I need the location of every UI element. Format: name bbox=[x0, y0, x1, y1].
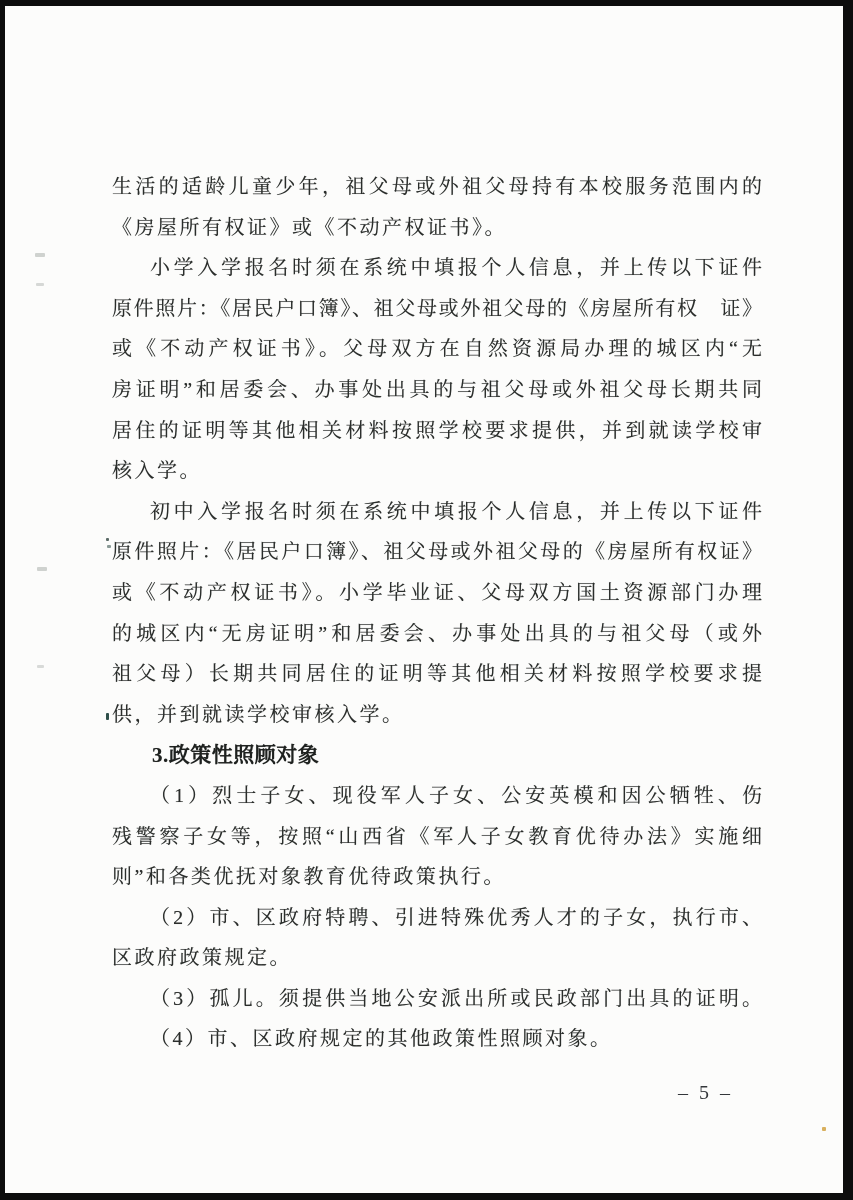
text-line: 原件照片：《居民户口簿》、祖父母或外祖父母的《房屋所有权证》 bbox=[112, 541, 762, 564]
text-line: 残警察子女等，按照“山西省《军人子女教育优待办法》实施细 bbox=[112, 825, 762, 848]
text-line: 居住的证明等其他相关材料按照学校要求提供，并到就读学校审 bbox=[112, 419, 762, 442]
text-line: 区政府政策规定。 bbox=[112, 947, 292, 970]
text-line: 祖父母）长期共同居住的证明等其他相关材料按照学校要求提 bbox=[112, 663, 762, 686]
scan-artifact bbox=[35, 253, 45, 257]
text-line: 《房屋所有权证》或《不动产权证书》。 bbox=[112, 216, 507, 239]
text-line: （3）孤儿。须提供当地公安派出所或民政部门出具的证明。 bbox=[150, 987, 762, 1010]
section-heading: 3.政策性照顾对象 bbox=[152, 743, 320, 768]
text-line: 则”和各类优抚对象教育优待政策执行。 bbox=[112, 866, 506, 889]
text-line: （1）烈士子女、现役军人子女、公安英模和因公牺牲、伤 bbox=[150, 784, 762, 807]
scan-artifact bbox=[37, 665, 44, 668]
text-line: （2）市、区政府特聘、引进特殊优秀人才的子女，执行市、 bbox=[150, 906, 762, 929]
text-line: 生活的适龄儿童少年，祖父母或外祖父母持有本校服务范围内的 bbox=[112, 176, 762, 198]
text-line: 原件照片：《居民户口簿》、祖父母或外祖父母的《房屋所有权 证》 bbox=[112, 297, 762, 320]
text-line: （4）市、区政府规定的其他政策性照顾对象。 bbox=[150, 1028, 613, 1051]
scan-artifact bbox=[106, 713, 109, 720]
text-line: 初中入学报名时须在系统中填报个人信息，并上传以下证件 bbox=[150, 500, 762, 523]
document-body bbox=[112, 167, 762, 1060]
text-line: 供，并到就读学校审核入学。 bbox=[112, 703, 405, 726]
text-line: 核入学。 bbox=[112, 460, 202, 483]
scan-artifact bbox=[822, 1127, 826, 1131]
text-line: 或《不动产权证书》。父母双方在自然资源局办理的城区内“无 bbox=[112, 338, 762, 361]
scan-artifact bbox=[107, 545, 111, 548]
scan-artifact bbox=[37, 567, 47, 571]
scan-artifact bbox=[106, 538, 109, 541]
scan-border-bottom bbox=[0, 1193, 853, 1200]
scan-border-left bbox=[0, 0, 5, 1200]
scan-border-right bbox=[843, 0, 853, 1200]
text-line: 小学入学报名时须在系统中填报个人信息，并上传以下证件 bbox=[150, 257, 762, 280]
text-line: 房证明”和居委会、办事处出具的与祖父母或外祖父母长期共同 bbox=[112, 378, 762, 401]
text-line: 或《不动产权证书》。小学毕业证、父母双方国土资源部门办理 bbox=[112, 581, 762, 604]
scan-border-top bbox=[0, 0, 853, 6]
scan-artifact bbox=[36, 283, 44, 286]
page-number: – 5 – bbox=[678, 1082, 733, 1104]
text-line: 的城区内“无房证明”和居委会、办事处出具的与祖父母（或外 bbox=[112, 622, 762, 645]
